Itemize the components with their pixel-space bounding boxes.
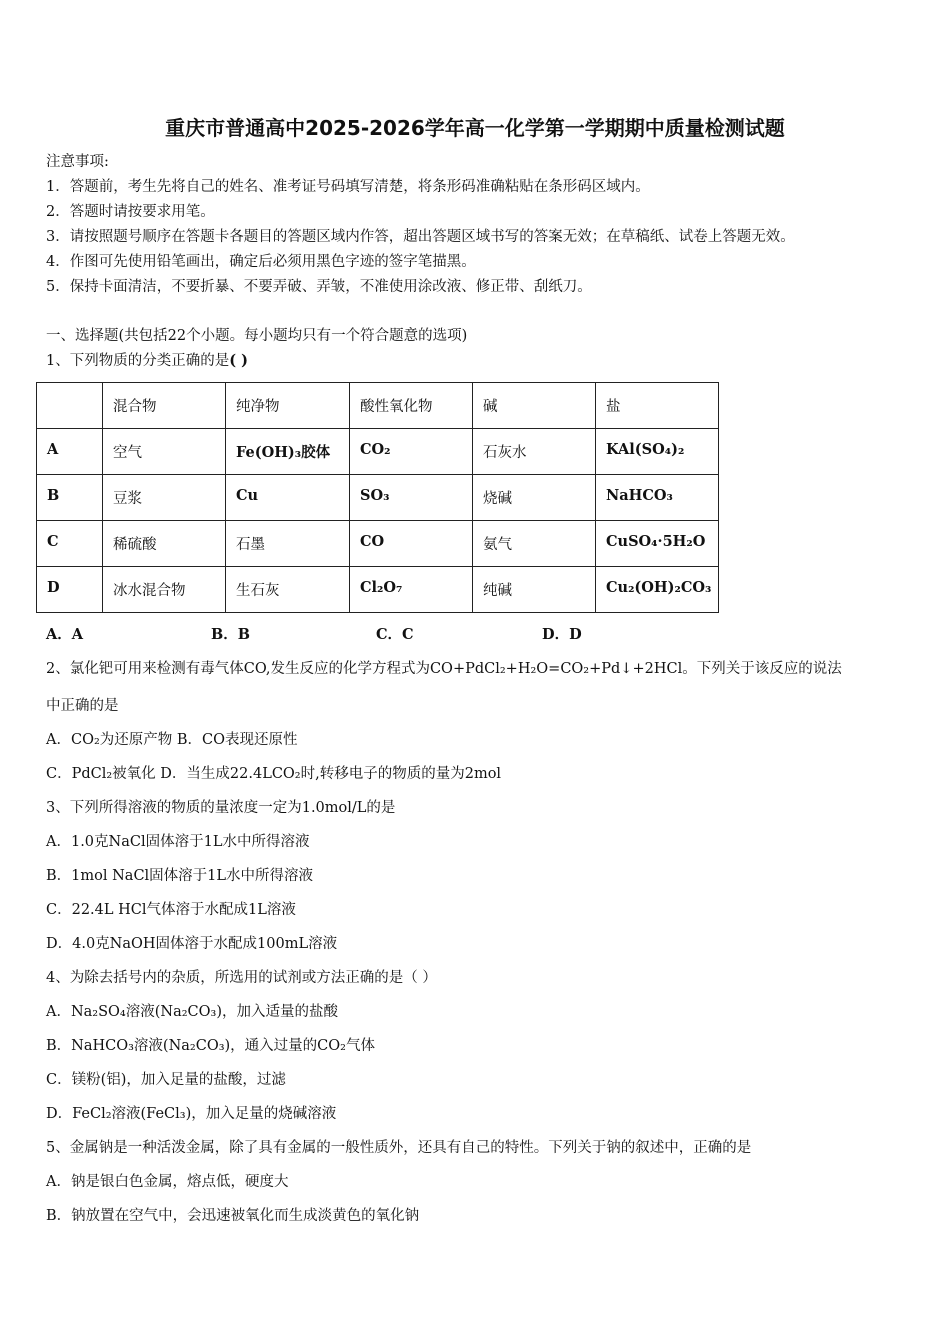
q3-stem: 3、下列所得溶液的物质的量浓度一定为1.0mol/L的是	[46, 800, 396, 816]
table-row	[37, 521, 719, 567]
table-cell: 氨气	[473, 521, 596, 567]
table-header-cell: 盐	[596, 383, 719, 429]
page-title: 重庆市普通高中2025-2026学年高一化学第一学期期中质量检测试题	[165, 116, 785, 140]
q4-stem: 4、为除去括号内的杂质，所选用的试剂或方法正确的是（ ）	[46, 970, 437, 986]
q3-option: D．4.0克NaOH固体溶于水配成100mL溶液	[46, 936, 338, 952]
option-c: C．C	[376, 626, 414, 643]
table-cell: 生石灰	[226, 567, 350, 613]
table-cell: CO₂	[350, 429, 473, 475]
q3-option: B．1mol NaCl固体溶于1L水中所得溶液	[46, 868, 314, 884]
table-cell: CO	[350, 521, 473, 567]
q2-stem-cont: 中正确的是	[46, 698, 119, 714]
option-a: A．A	[46, 626, 84, 643]
q1-stem-paren: ( )	[229, 352, 249, 369]
table-cell: 石灰水	[473, 429, 596, 475]
table-cell: 纯碱	[473, 567, 596, 613]
table-cell: CuSO₄·5H₂O	[596, 521, 719, 567]
table-header-cell	[37, 383, 103, 429]
table-cell: Cu₂(OH)₂CO₃	[596, 567, 719, 613]
notice-item: 5．保持卡面清洁，不要折暴、不要弄破、弄皱，不准使用涂改液、修正带、刮纸刀。	[46, 279, 592, 295]
row-label: B	[37, 475, 103, 521]
q1-options	[46, 625, 582, 645]
q1-stem-text: 1、下列物质的分类正确的是	[46, 353, 230, 369]
table-header-cell: 酸性氧化物	[350, 383, 473, 429]
table-cell: Fe(OH)₃胶体	[226, 429, 350, 475]
table-cell: 空气	[103, 429, 226, 475]
table-cell: 冰水混合物	[103, 567, 226, 613]
row-label: A	[37, 429, 103, 475]
q1-stem	[46, 351, 248, 371]
table-cell: Cl₂O₇	[350, 567, 473, 613]
notice-item: 3．请按照题号顺序在答题卡各题目的答题区域内作答，超出答题区域书写的答案无效；在草稿纸、试卷上答题无效。	[46, 229, 795, 245]
table-cell: KAl(SO₄)₂	[596, 429, 719, 475]
table-header-cell: 纯净物	[226, 383, 350, 429]
q5-stem: 5、金属钠是一种活泼金属，除了具有金属的一般性质外，还具有自己的特性。下列关于钠的叙述中，正确的是	[46, 1140, 752, 1156]
q2-options-ab: A．CO₂为还原产物 B．CO表现还原性	[46, 732, 298, 748]
q4-option: A．Na₂SO₄溶液(Na₂CO₃)，加入适量的盐酸	[46, 1004, 339, 1020]
q4-option: B．NaHCO₃溶液(Na₂CO₃)，通入过量的CO₂气体	[46, 1038, 375, 1054]
q4-option: D．FeCl₂溶液(FeCl₃)，加入足量的烧碱溶液	[46, 1106, 337, 1122]
classification-table	[36, 382, 719, 613]
q3-option: C．22.4L HCl气体溶于水配成1L溶液	[46, 902, 296, 918]
table-cell: 石墨	[226, 521, 350, 567]
section-heading: 一、选择题(共包括22个小题。每小题均只有一个符合题意的选项)	[46, 328, 468, 344]
table-cell: SO₃	[350, 475, 473, 521]
table-row	[37, 475, 719, 521]
q2-stem: 2、氯化钯可用来检测有毒气体CO,发生反应的化学方程式为CO+PdCl₂+H₂O=CO₂+Pd↓+2HCl。下列关于该反应的说法	[46, 661, 842, 677]
q2-options-cd: C．PdCl₂被氧化 D．当生成22.4LCO₂时,转移电子的物质的量为2mol	[46, 766, 502, 782]
notice-heading: 注意事项:	[46, 154, 109, 170]
q4-option: C．镁粉(铝)，加入足量的盐酸，过滤	[46, 1072, 286, 1088]
table-cell: 稀硫酸	[103, 521, 226, 567]
table-cell: Cu	[226, 475, 350, 521]
row-label: C	[37, 521, 103, 567]
notice-item: 1．答题前，考生先将自己的姓名、准考证号码填写清楚，将条形码准确粘贴在条形码区域内。	[46, 179, 650, 195]
option-b: B．B	[211, 626, 251, 643]
notice-item: 2．答题时请按要求用笔。	[46, 204, 215, 220]
q5-option: A．钠是银白色金属，熔点低，硬度大	[46, 1174, 289, 1190]
table-row	[37, 429, 719, 475]
table-header-cell: 混合物	[103, 383, 226, 429]
q3-option: A．1.0克NaCl固体溶于1L水中所得溶液	[46, 834, 310, 850]
table-header-cell: 碱	[473, 383, 596, 429]
row-label: D	[37, 567, 103, 613]
table-cell: NaHCO₃	[596, 475, 719, 521]
table-cell: 烧碱	[473, 475, 596, 521]
table-header-row	[37, 383, 719, 429]
table-row	[37, 567, 719, 613]
q5-option: B．钠放置在空气中，会迅速被氧化而生成淡黄色的氧化钠	[46, 1208, 420, 1224]
notice-item: 4．作图可先使用铅笔画出，确定后必须用黑色字迹的签字笔描黑。	[46, 254, 476, 270]
table-cell: 豆浆	[103, 475, 226, 521]
option-d: D．D	[542, 626, 582, 643]
